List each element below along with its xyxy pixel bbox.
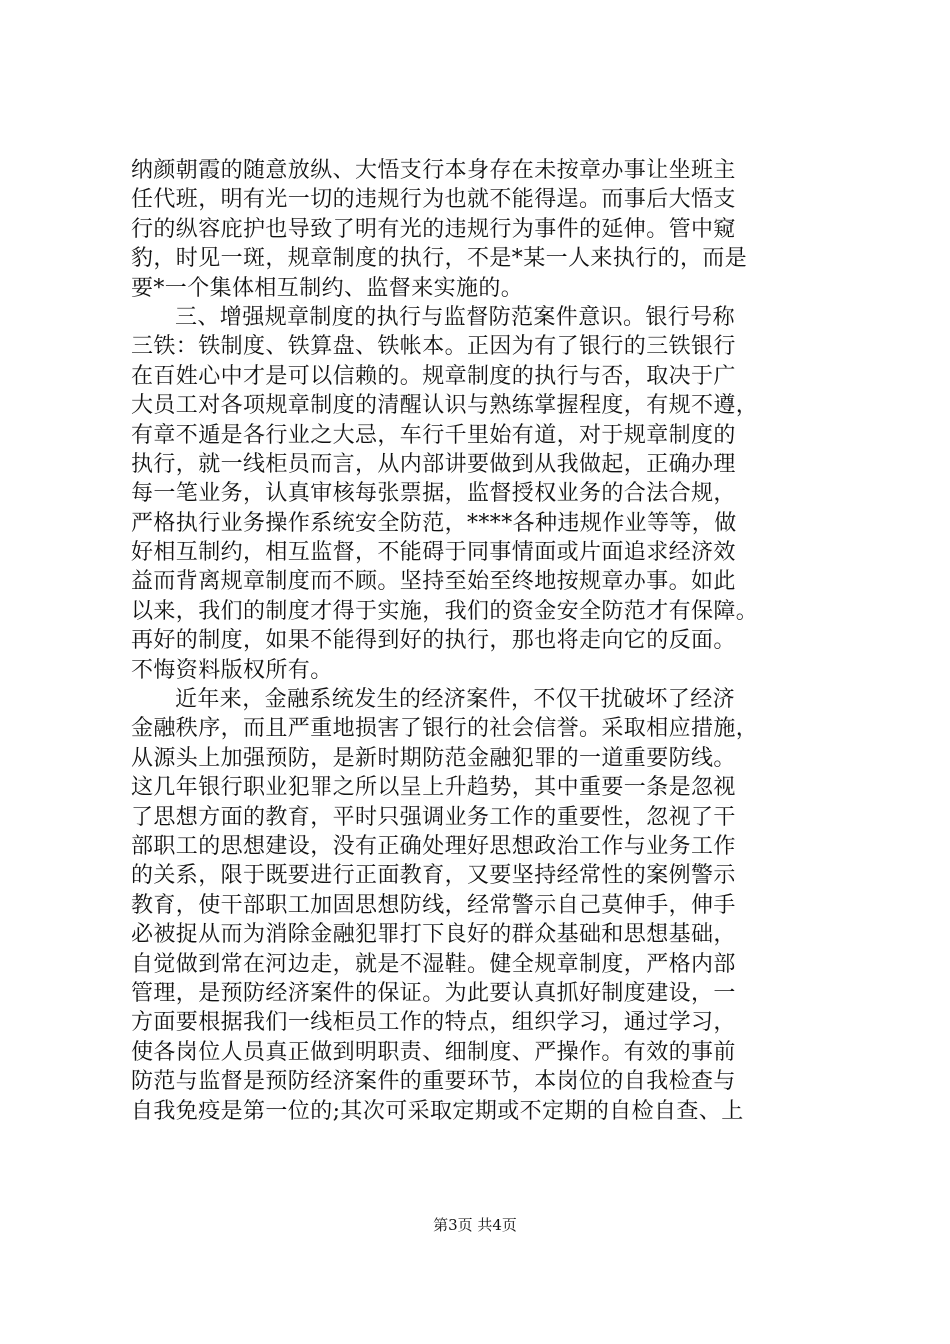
text-line: 从源头上加强预防，是新时期防范金融犯罪的一道重要防线。 [131, 745, 736, 771]
text-line: 益而背离规章制度而不顾。坚持至始至终地按规章办事。如此 [131, 569, 736, 595]
text-line: 纳颜朝霞的随意放纵、大悟支行本身存在未按章办事让坐班主 [131, 158, 736, 183]
text-line: 自我免疫是第一位的;其次可采取定期或不定期的自检自查、上 [131, 1098, 744, 1124]
text-line: 在百姓心中才是可以信赖的。规章制度的执行与否，取决于广 [131, 363, 736, 389]
text-line: 方面要根据我们一线柜员工作的特点，组织学习，通过学习， [131, 1010, 736, 1036]
text-line: 三铁：铁制度、铁算盘、铁帐本。正因为有了银行的三铁银行 [131, 334, 736, 360]
text-line: 必被捉从而为消除金融犯罪打下良好的群众基础和思想基础， [131, 922, 736, 948]
text-line: 行的纵容庇护也导致了明有光的违规行为事件的延伸。管中窥 [131, 216, 736, 242]
text-line: 自觉做到常在河边走，就是不湿鞋。健全规章制度，严格内部 [131, 951, 736, 977]
text-line: 好相互制约，相互监督，不能碍于同事情面或片面追求经济效 [131, 540, 736, 566]
text-line: 每一笔业务，认真审核每张票据，监督授权业务的合法合规， [131, 481, 736, 507]
text-line: 了思想方面的教育，平时只强调业务工作的重要性，忽视了干 [131, 804, 736, 830]
text-line: 再好的制度，如果不能得到好的执行，那也将走向它的反面。 [131, 628, 736, 654]
paragraph-start-line: 近年来，金融系统发生的经济案件，不仅干扰破坏了经济 [175, 687, 736, 713]
text-line: 的关系，限于既要进行正面教育，又要坚持经常性的案例警示 [131, 863, 736, 889]
text-line: 要*一个集体相互制约、监督来实施的。 [131, 275, 524, 301]
text-line: 使各岗位人员真正做到明职责、细制度、严操作。有效的事前 [131, 1039, 736, 1065]
text-line: 大员工对各项规章制度的清醒认识与熟练掌握程度，有规不遵， [131, 393, 759, 419]
text-line: 这几年银行职业犯罪之所以呈上升趋势，其中重要一条是忽视 [131, 775, 736, 801]
body-text [131, 156, 831, 1126]
text-line: 部职工的思想建设，没有正确处理好思想政治工作与业务工作 [131, 833, 736, 859]
text-line: 有章不遁是各行业之大忌，车行千里始有道，对于规章制度的 [131, 422, 736, 448]
text-line: 豹，时见一斑，规章制度的执行，不是*某一人来执行的，而是 [131, 246, 748, 272]
text-line: 执行，就一线柜员而言，从内部讲要做到从我做起，正确办理 [131, 451, 736, 477]
text-line: 金融秩序，而且严重地损害了银行的社会信誉。采取相应措施， [131, 716, 759, 742]
text-line: 不悔资料版权所有。 [131, 657, 333, 683]
text-line: 严格执行业务操作系统安全防范，****各种违规作业等等，做 [131, 510, 737, 536]
page-number-footer: 第3页 共4页 [433, 1216, 517, 1234]
text-line: 以来，我们的制度才得于实施，我们的资金安全防范才有保障。 [131, 598, 759, 624]
text-line: 教育，使干部职工加固思想防线，经常警示自己莫伸手，伸手 [131, 892, 736, 918]
text-line: 管理，是预防经济案件的保证。为此要认真抓好制度建设，一 [131, 980, 736, 1006]
text-line: 防范与监督是预防经济案件的重要环节，本岗位的自我检查与 [131, 1069, 736, 1095]
paragraph-start-line: 三、增强规章制度的执行与监督防范案件意识。银行号称 [175, 304, 736, 330]
text-line: 任代班，明有光一切的违规行为也就不能得逞。而事后大悟支 [131, 187, 736, 213]
